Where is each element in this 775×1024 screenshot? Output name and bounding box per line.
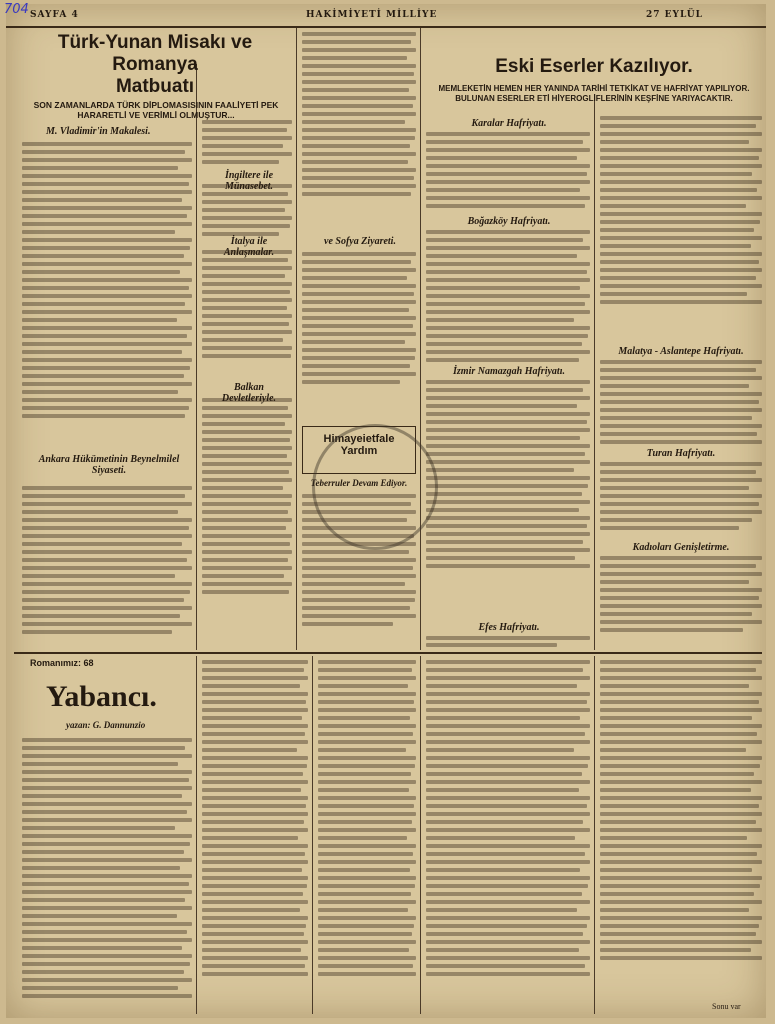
column-rule: [594, 656, 595, 1014]
body-text-block: [600, 660, 762, 960]
subheading: İtalya ile Anlaşmalar.: [223, 236, 275, 258]
article-title: [16, 32, 294, 98]
subheading: ve Sofya Ziyareti.: [324, 236, 396, 247]
article-deck: MEMLEKETİN HEMEN HER YANINDA TARİHİ TETKİKAT VE HAFRİYAT YAPILIYOR. BULUNAN ESERLER ETİ HİYEROGLİFLERİNİN KEŞFİNE YARIYACAKTIR.: [438, 84, 750, 103]
byline: M. Vladimir'in Makalesi.: [46, 126, 151, 137]
continued-note: Sonu var: [712, 1002, 741, 1011]
subheading: Teberruler Devam Ediyor.: [310, 478, 408, 488]
body-text-block: [426, 636, 590, 647]
subheading: Ankara Hükümetinin Beynelmilel Siyaseti.: [38, 454, 180, 476]
body-text-block: [302, 252, 416, 384]
serial-author: yazan: G. Dannunzio: [66, 720, 146, 730]
serial-label: Romanımız: 68: [30, 658, 94, 668]
article-title: Eski Eserler Kazılıyor.: [495, 56, 693, 77]
library-stamp: [312, 424, 438, 550]
body-text-block: [202, 184, 292, 236]
body-text-block: [202, 398, 292, 594]
title-line: Matbuatı: [115, 76, 195, 97]
subheading: İzmir Namazgah Hafriyatı.: [453, 366, 565, 377]
column-rule: [296, 28, 297, 650]
body-text-block: [22, 486, 192, 634]
body-text-block: [600, 360, 762, 444]
page-label: SAYFA 4: [30, 10, 79, 20]
column-rule: [312, 656, 313, 1014]
body-text-block: [426, 230, 590, 362]
body-text-block: [22, 738, 192, 998]
body-text-block: [426, 660, 590, 976]
subheading: Kadıoları Genişletirme.: [632, 542, 730, 553]
column-rule: [196, 64, 197, 650]
body-text-block: [600, 556, 762, 632]
body-text-block: [318, 660, 416, 976]
box-title-line: Yardım: [340, 445, 378, 457]
body-text-block: [202, 120, 292, 164]
subheading: Balkan Devletleriyle.: [221, 382, 277, 404]
body-text-block: [426, 132, 590, 208]
issue-date: 27 EYLÜL: [646, 10, 703, 20]
handwritten-number: 704: [4, 2, 29, 17]
article-deck: SON ZAMANLARDA TÜRK DİPLOMASISININ FAALİYETİ PEK HARARETLİ VE VERİMLİ OLMUŞTUR...: [33, 100, 279, 120]
title-line: Türk-Yunan Misakı ve Romanya: [57, 32, 253, 75]
body-text-block: [600, 116, 762, 304]
serial-title: Yabancı.: [46, 680, 157, 713]
paper-name: HAKİMİYETİ MİLLİYE: [306, 10, 438, 20]
subheading: İngiltere ile Münasebet.: [224, 170, 274, 192]
body-text-block: [302, 32, 416, 196]
column-rule: [420, 656, 421, 1014]
body-text-block: [202, 660, 308, 976]
body-text-block: [202, 250, 292, 358]
column-rule: [196, 656, 197, 1014]
column-rule: [420, 28, 421, 650]
column-rule: [594, 94, 595, 650]
subheading: Efes Hafriyatı.: [478, 622, 540, 633]
box-title-line: Himayeietfale: [323, 433, 395, 445]
section-divider: [14, 652, 762, 654]
newspaper-page: [6, 4, 766, 1018]
subheading: Malatya - Aslantepe Hafriyatı.: [618, 346, 744, 357]
subheading: Karalar Hafriyatı.: [471, 118, 547, 129]
body-text-block: [600, 462, 762, 530]
body-text-block: [426, 380, 590, 568]
subheading: Boğazköy Hafriyatı.: [467, 216, 551, 227]
body-text-block: [22, 142, 192, 418]
subheading: Turan Hafriyatı.: [646, 448, 716, 459]
